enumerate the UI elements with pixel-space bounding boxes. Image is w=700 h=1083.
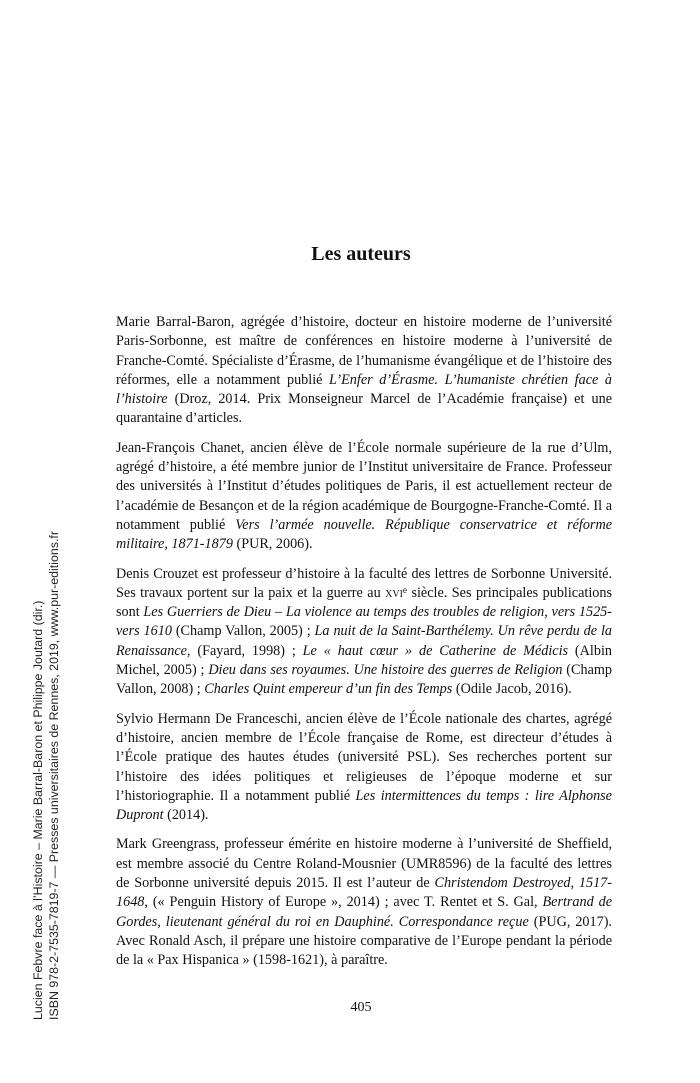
book-title: Charles Quint empereur d’un fin des Temps <box>204 681 453 698</box>
book-title: Christendom Destroyed, 1517-1648 <box>116 875 612 911</box>
author-entry-crouzet <box>116 565 612 700</box>
entry-text: (PUR, 2006). <box>232 536 313 553</box>
book-title: La nuit de la Saint-Barthélemy. Un rêve perdu de la Renaissance <box>116 623 612 659</box>
book-title: Les Guerriers de Dieu – La violence au temps des troubles de religion, vers 1525-vers 1610 <box>116 604 612 640</box>
entry-text: (Champ Vallon, 2005) ; <box>171 623 315 640</box>
century-numeral: xvi <box>385 584 403 601</box>
author-entry-chanet <box>116 439 612 555</box>
entry-text: (2014). <box>163 807 209 824</box>
author-entry-barral-baron <box>116 313 612 429</box>
entry-text: , (« Penguin History of Europe », 2014) ; avec T. Rentet et S. Gal, <box>144 894 543 911</box>
century-superscript: e <box>402 584 408 595</box>
entry-text: (Albin Michel, 2005) ; <box>116 642 612 679</box>
book-title: Dieu dans ses royaumes. Une histoire des guerres de Religion <box>208 662 563 679</box>
book-title: Le « haut cœur » de Catherine de Médicis <box>302 642 569 659</box>
author-entry-greengrass <box>116 835 612 970</box>
entry-text: siècle. Ses principales publications sont <box>116 584 612 621</box>
entry-text: (Champ Vallon, 2008) ; <box>116 662 613 698</box>
entry-text: , (Fayard, 1998) ; <box>186 642 303 659</box>
author-entry-de-franceschi <box>116 710 612 826</box>
entry-text: (Droz, 2014. Prix Monseigneur Marcel de l’Académie française) et une quarantaine d’articles. <box>116 391 612 427</box>
side-credit-line-1: Lucien Febvre face à l’Histoire – Marie Barral-Baron et Philippe Joutard (dir.) <box>31 600 45 1020</box>
entry-text: Mark Greengrass, professeur émérite en histoire moderne à l’université de Sheffield, est membre associé du Centre Roland-Mousnier (UMR8596) de la faculté des lettres de Sorbonne université depuis 2015. Il est l’auteur de <box>116 836 612 892</box>
authors-list <box>116 313 612 981</box>
entry-text: Sylvio Hermann De Franceschi, ancien élève de l’École nationale des chartes, agrégé d’histoire, ancien membre de l’École française de Rome, est directeur d’études à l’École pratique des hautes études (université PSL). Ses recherches portent sur l’histoire des idées politiques et religieuses de l’époque moderne et sur l’historiographie. Il a notamment publié <box>116 710 612 804</box>
entry-text: (Odile Jacob, 2016). <box>452 681 572 698</box>
book-title: L’Enfer d’Érasme. L’humaniste chrétien face à l’histoire <box>116 371 612 408</box>
entry-text: (PUG, 2017). Avec Ronald Asch, il prépare une histoire comparative de l’Europe pendant la période de la « Pax Hispanica » (1598-1621), à paraître. <box>116 913 612 969</box>
entry-text: Marie Barral-Baron, agrégée d’histoire, docteur en histoire moderne de l’université Paris-Sorbonne, est maître de conférences en histoire moderne à l’université de Franche-Comté. Spécialiste d’Érasme, de l’humanisme évangélique et de l’histoire des réformes, elle a notamment publié <box>116 314 612 388</box>
page-title: Les auteurs <box>311 243 411 265</box>
book-title: Bertrand de Gordes, lieutenant général du roi en Dauphiné. Correspondance reçue <box>116 894 613 930</box>
entry-text: Denis Crouzet est professeur d’histoire à la faculté des lettres de Sorbonne Université. Ses travaux portent sur la paix et la guerre au <box>116 565 612 601</box>
page-number: 405 <box>350 1000 372 1015</box>
entry-text: Jean-François Chanet, ancien élève de l’École normale supérieure de la rue d’Ulm, agrégé d’histoire, a été membre junior de l’Institut universitaire de France. Professeur des universités à l’Institut d’études politiques de Paris, il est actuellement recteur de l’académie de Besançon et de la région académique de Bourgogne-Franche-Comté. Il a notamment publié <box>116 439 612 533</box>
book-title: Vers l’armée nouvelle. République conservatrice et réforme militaire, 1871-1879 <box>116 516 612 553</box>
side-credit <box>30 60 62 1020</box>
book-title: Les intermittences du temps : lire Alphonse Dupront <box>116 787 612 824</box>
side-credit-line-2: ISBN 978-2-7535-7819-7 — Presses universitaires de Rennes, 2019, www.pur-editions.fr <box>47 531 61 1020</box>
